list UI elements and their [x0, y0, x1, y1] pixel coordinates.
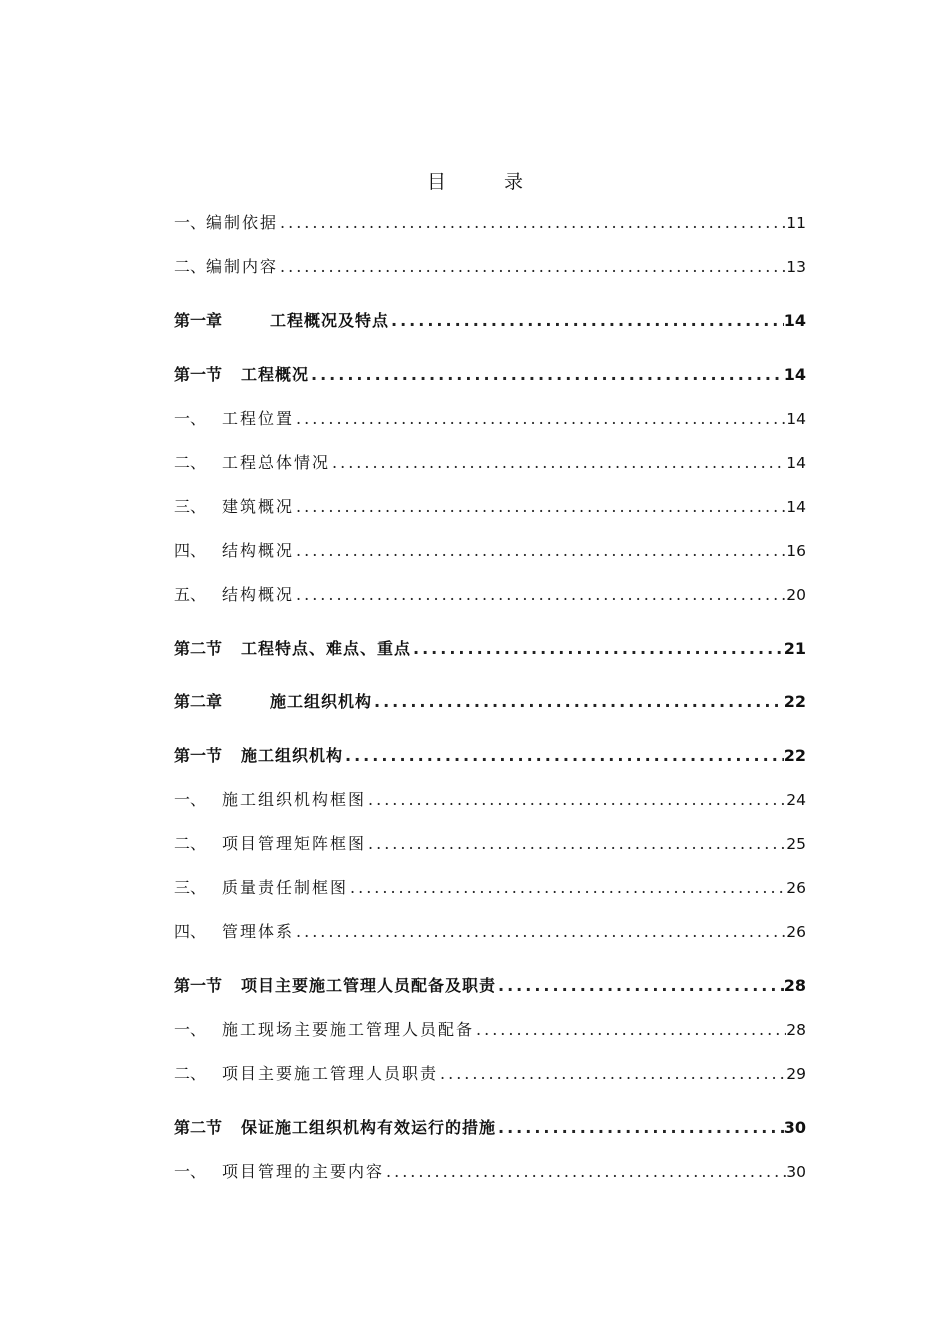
toc-entry-page: 14 [783, 365, 806, 384]
toc-entry-page: 14 [786, 410, 806, 428]
toc-entry-label: 建筑概况 [222, 497, 295, 516]
toc-entry[interactable] [174, 1013, 806, 1041]
toc-dot-leader [294, 584, 786, 606]
toc-entry-number: 第一节 [174, 976, 223, 995]
toc-entry-page: 29 [786, 1065, 806, 1083]
toc-dot-leader [348, 877, 786, 899]
toc-entry[interactable] [174, 783, 806, 811]
toc-entry-label: 工程概况及特点 [270, 311, 390, 330]
toc-entry-page: 16 [786, 542, 806, 560]
toc-dot-leader [438, 1063, 786, 1085]
toc-entry-number: 二、 [174, 453, 207, 472]
toc-entry-page: 25 [786, 835, 806, 853]
toc-entry-number: 二、 [174, 1064, 207, 1083]
toc-dot-leader [278, 212, 786, 234]
toc-dot-leader [474, 1019, 786, 1041]
toc-entry-number: 四、 [174, 922, 207, 941]
toc-entry-page: 26 [786, 879, 806, 897]
toc-title: 目 录 [426, 171, 550, 193]
toc-entry-number: 第一章 [174, 311, 223, 330]
toc-entry-number: 第一节 [174, 365, 223, 384]
toc-entry-label: 工程位置 [222, 409, 295, 428]
toc-entry[interactable] [174, 578, 806, 606]
toc-dot-leader [309, 364, 784, 386]
toc-entry-label: 项目管理的主要内容 [222, 1162, 385, 1181]
toc-entry-number: 三、 [174, 497, 207, 516]
toc-entry[interactable] [174, 827, 806, 855]
toc-entry-label: 项目管理矩阵框图 [222, 834, 367, 853]
toc-dot-leader [294, 408, 786, 430]
toc-entry-page: 11 [786, 214, 806, 232]
toc-entry-number: 五、 [174, 585, 207, 604]
toc-dot-leader [278, 256, 786, 278]
toc-entry[interactable] [174, 739, 806, 767]
toc-entry[interactable] [174, 1057, 806, 1085]
toc-entry-label: 工程总体情况 [222, 453, 331, 472]
toc-dot-leader [366, 789, 786, 811]
toc-entry-number: 一、 [174, 1162, 207, 1181]
toc-entry[interactable] [174, 969, 806, 997]
toc-entry-label: 编制依据 [206, 213, 279, 232]
toc-entry-page: 22 [783, 746, 806, 765]
toc-entry[interactable] [174, 632, 806, 660]
toc-entry-number: 一、 [174, 213, 207, 232]
toc-dot-leader [343, 745, 784, 767]
toc-entry-label: 施工组织机构 [241, 746, 344, 765]
toc-entry-page: 14 [786, 454, 806, 472]
toc-entry-page: 14 [786, 498, 806, 516]
toc-entry-page: 24 [786, 791, 806, 809]
toc-entry-label: 项目主要施工管理人员配备及职责 [241, 976, 497, 995]
toc-entry-label: 施工组织机构框图 [222, 790, 367, 809]
toc-entry-number: 第一节 [174, 746, 223, 765]
toc-entry-label: 质量责任制框图 [222, 878, 349, 897]
toc-dot-leader [496, 1117, 784, 1139]
toc-entry-label: 保证施工组织机构有效运行的措施 [241, 1118, 497, 1137]
toc-entry-number: 一、 [174, 1020, 207, 1039]
toc-entry[interactable] [174, 685, 806, 713]
toc-dot-leader [411, 638, 784, 660]
toc-entry-number: 一、 [174, 790, 207, 809]
toc-entry[interactable] [174, 534, 806, 562]
toc-entry-label: 管理体系 [222, 922, 295, 941]
toc-dot-leader [294, 921, 786, 943]
toc-entry-page: 30 [786, 1163, 806, 1181]
toc-entry-number: 四、 [174, 541, 207, 560]
toc-entry[interactable] [174, 871, 806, 899]
toc-dot-leader [384, 1161, 786, 1183]
toc-entry-page: 13 [786, 258, 806, 276]
toc-entry-number: 三、 [174, 878, 207, 897]
toc-entry[interactable] [174, 358, 806, 386]
toc-dot-leader [294, 496, 786, 518]
toc-entry[interactable] [174, 1111, 806, 1139]
toc-dot-leader [372, 691, 784, 713]
toc-entry[interactable] [174, 402, 806, 430]
toc-entry[interactable] [174, 1155, 806, 1183]
toc-entry-label: 施工组织机构 [270, 692, 373, 711]
toc-entry[interactable] [174, 304, 806, 332]
toc-entry-number: 二、 [174, 834, 207, 853]
toc-dot-leader [330, 452, 786, 474]
toc-entry-label: 结构概况 [222, 585, 295, 604]
toc-entry-page: 28 [783, 976, 806, 995]
toc-entry-label: 结构概况 [222, 541, 295, 560]
toc-entry-page: 22 [783, 692, 806, 711]
toc-entry-number: 第二节 [174, 1118, 223, 1137]
toc-entry[interactable] [174, 915, 806, 943]
toc-entry-page: 30 [783, 1118, 806, 1137]
toc-entry-number: 第二章 [174, 692, 223, 711]
toc-entry-page: 14 [783, 311, 806, 330]
toc-dot-leader [366, 833, 786, 855]
toc-entry[interactable] [174, 250, 806, 278]
toc-entry[interactable] [174, 490, 806, 518]
toc-entry-label: 施工现场主要施工管理人员配备 [222, 1020, 475, 1039]
toc-entry-label: 项目主要施工管理人员职责 [222, 1064, 439, 1083]
toc-entry-page: 20 [786, 586, 806, 604]
toc-entry-label: 工程概况 [241, 365, 310, 384]
toc-entry-label: 工程特点、难点、重点 [241, 639, 412, 658]
toc-entry-page: 26 [786, 923, 806, 941]
toc-entry[interactable] [174, 206, 806, 234]
toc-entry-label: 编制内容 [206, 257, 279, 276]
toc-entry-number: 第二节 [174, 639, 223, 658]
toc-dot-leader [294, 540, 786, 562]
toc-entry[interactable] [174, 446, 806, 474]
toc-entry-number: 二、 [174, 257, 207, 276]
toc-entry-page: 21 [783, 639, 806, 658]
toc-dot-leader [496, 975, 784, 997]
toc-entry-page: 28 [786, 1021, 806, 1039]
toc-dot-leader [389, 310, 784, 332]
toc-entry-number: 一、 [174, 409, 207, 428]
